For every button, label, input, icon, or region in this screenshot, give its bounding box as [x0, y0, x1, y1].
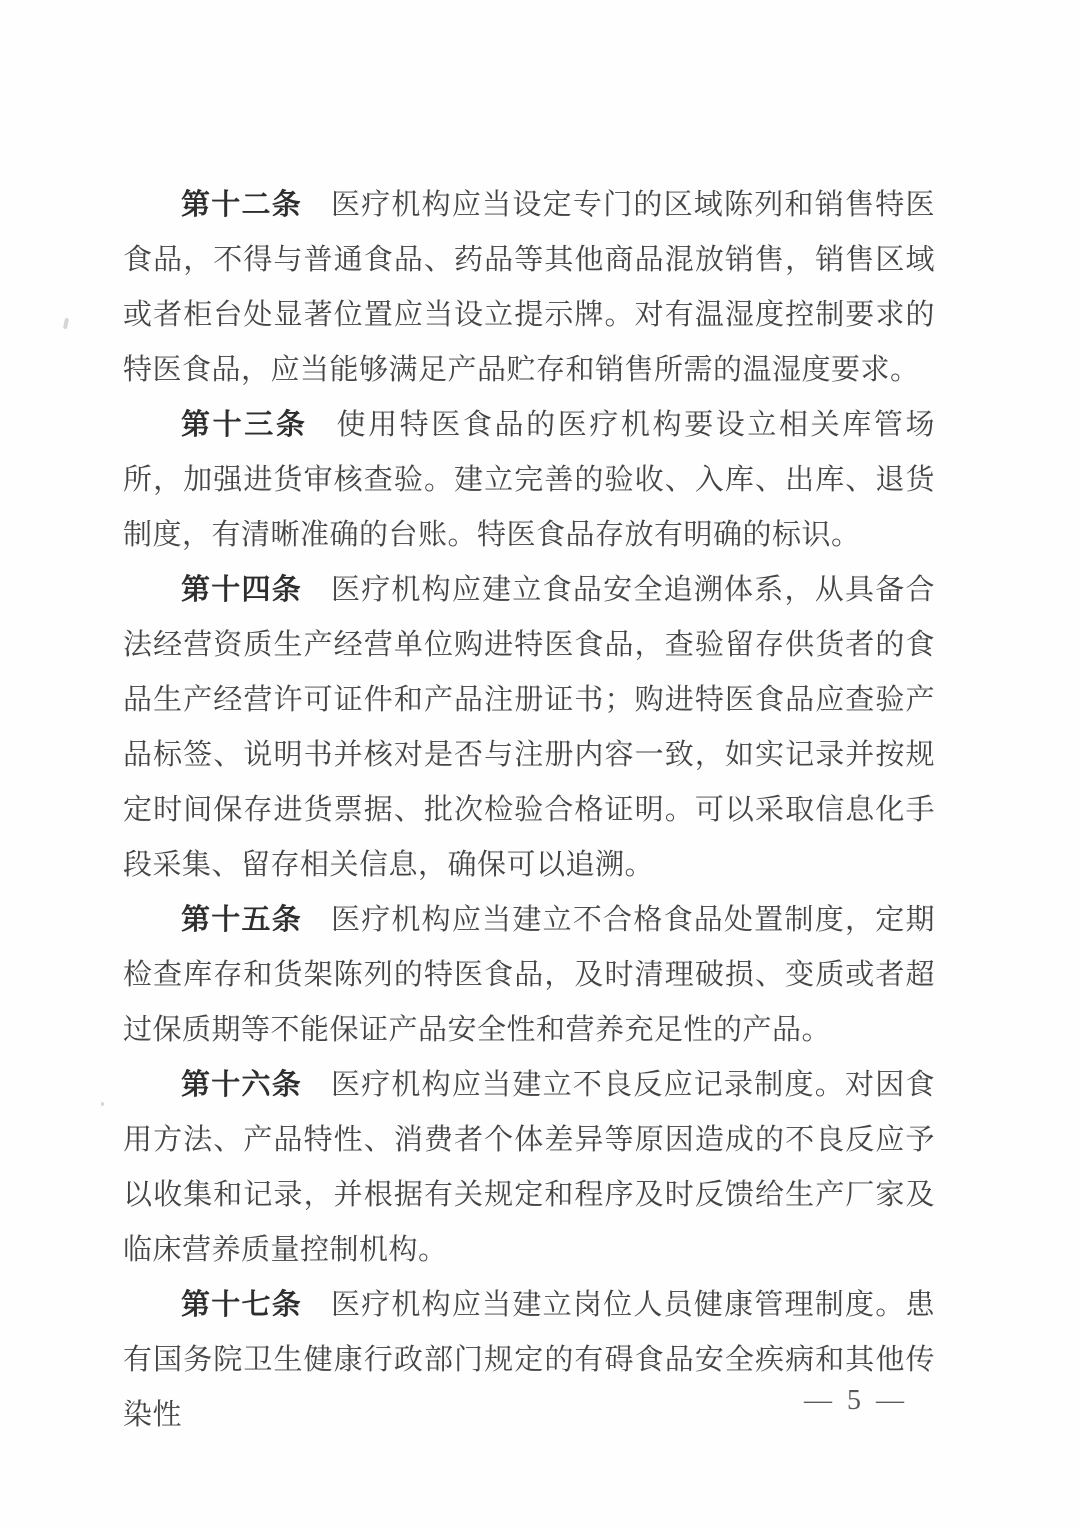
article-paragraph-13 [123, 398, 935, 563]
article-number: 第十二条 [181, 189, 302, 221]
article-text: 使用特医食品的医疗机构要设立相关库管场所，加强进货审核查验。建立完善的验收、入库、出库、退货制度，有清晰准确的台账。特医食品存放有明确的标识。 [123, 409, 935, 551]
document-text-block [123, 178, 935, 1443]
article-number: 第十五条 [181, 904, 302, 936]
scan-artifact [101, 1102, 104, 1106]
article-text: 医疗机构应当设定专门的区域陈列和销售特医食品，不得与普通食品、药品等其他商品混放销售，销售区域或者柜台处显著位置应当设立提示牌。对有温湿度控制要求的特医食品，应当能够满足产品贮存和销售所需的温湿度要求。 [123, 189, 935, 386]
article-paragraph-17 [123, 1278, 935, 1443]
article-paragraph-16 [123, 1058, 935, 1278]
article-text: 医疗机构应当建立不合格食品处置制度，定期检查库存和货架陈列的特医食品，及时清理破损、变质或者超过保质期等不能保证产品安全性和营养充足性的产品。 [123, 904, 935, 1046]
page-number: — 5 — [804, 1385, 908, 1416]
article-number: 第十四条 [181, 574, 302, 606]
article-text: 医疗机构应当建立岗位人员健康管理制度。患有国务院卫生健康行政部门规定的有碍食品安全疾病和其他传染性 [123, 1289, 935, 1431]
article-paragraph-12 [123, 178, 935, 398]
article-number: 第十七条 [181, 1289, 302, 1321]
scan-artifact [63, 318, 69, 330]
article-text: 医疗机构应建立食品安全追溯体系，从具备合法经营资质生产经营单位购进特医食品，查验留存供货者的食品生产经营许可证件和产品注册证书；购进特医食品应查验产品标签、说明书并核对是否与注册内容一致，如实记录并按规定时间保存进货票据、批次检验合格证明。可以采取信息化手段采集、留存相关信息，确保可以追溯。 [123, 574, 935, 881]
article-number: 第十六条 [181, 1069, 302, 1101]
article-number: 第十三条 [181, 409, 308, 441]
article-text: 医疗机构应当建立不良反应记录制度。对因食用方法、产品特性、消费者个体差异等原因造成的不良反应予以收集和记录，并根据有关规定和程序及时反馈给生产厂家及临床营养质量控制机构。 [123, 1069, 935, 1266]
article-paragraph-15 [123, 893, 935, 1058]
article-paragraph-14 [123, 563, 935, 893]
